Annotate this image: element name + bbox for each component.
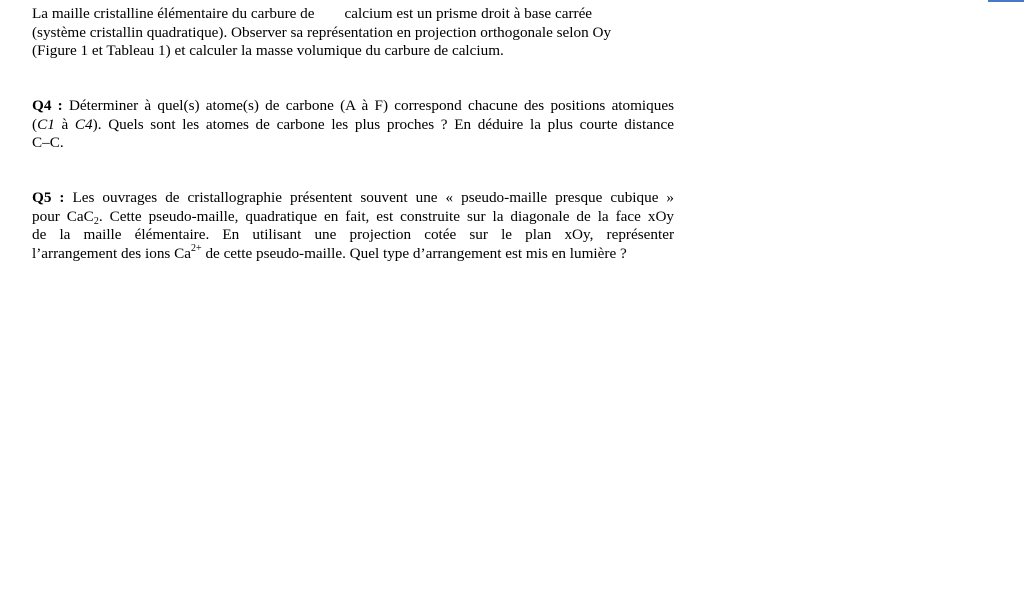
q5-subscript: 2 [93, 215, 99, 227]
q5-superscript: 2+ [191, 242, 202, 254]
q4-c1: C1 [37, 115, 55, 133]
q4-line-2-rest: ). Quels sont les atomes de carbone les plus proches ? En déduire la plus courte distance [92, 115, 675, 133]
q5-line-2 [32, 208, 674, 227]
q5-cac: pour CaC [32, 207, 94, 225]
intro-line-1 [32, 5, 674, 24]
intro-line-1-part-b: calcium est un prisme droit à base carrée [344, 5, 593, 22]
question-q4 [32, 97, 674, 153]
q5-line-1 [32, 189, 674, 208]
q4-paren: ( [32, 115, 38, 133]
intro-line-2: (système cristallin quadratique). Observer sa représentation en projection orthogonale selon Oy [32, 23, 612, 41]
q5-line-1-text: Les ouvrages de cristallographie présentent souvent une « pseudo-maille presque cubique » [72, 189, 675, 206]
q4-a: à [61, 115, 69, 133]
intro-paragraph [32, 5, 674, 61]
intro-line-1-part-a: La maille cristalline élémentaire du carbure de [32, 5, 315, 22]
q4-line-3: C–C. [32, 134, 64, 152]
q4-label: Q4 : [32, 97, 63, 114]
q5-label: Q5 : [32, 189, 65, 206]
question-q5 [32, 189, 674, 263]
q5-line-2-rest: . Cette pseudo-maille, quadratique en fait, est construite sur la diagonale de la face xOy [98, 207, 675, 225]
intro-line-3: (Figure 1 et Tableau 1) et calculer la masse volumique du carbure de calcium. [32, 42, 504, 60]
q4-line-1-text: Déterminer à quel(s) atome(s) de carbone (A à F) correspond chacune des positions atomiques [68, 97, 674, 114]
q5-line-4 [32, 242, 674, 264]
scroll-indicator[interactable] [988, 0, 1024, 2]
q5-line-4-rest: de cette pseudo-maille. Quel type d’arrangement est mis en lumière ? [205, 244, 627, 262]
q4-c4: C4 [74, 115, 93, 133]
q5-line-3: de la maille élémentaire. En utilisant une projection cotée sur le plan xOy, représenter [32, 226, 674, 244]
q5-ca: l’arrangement des ions Ca [32, 244, 191, 262]
q4-line-1 [32, 97, 674, 116]
q4-line-2 [32, 116, 674, 135]
